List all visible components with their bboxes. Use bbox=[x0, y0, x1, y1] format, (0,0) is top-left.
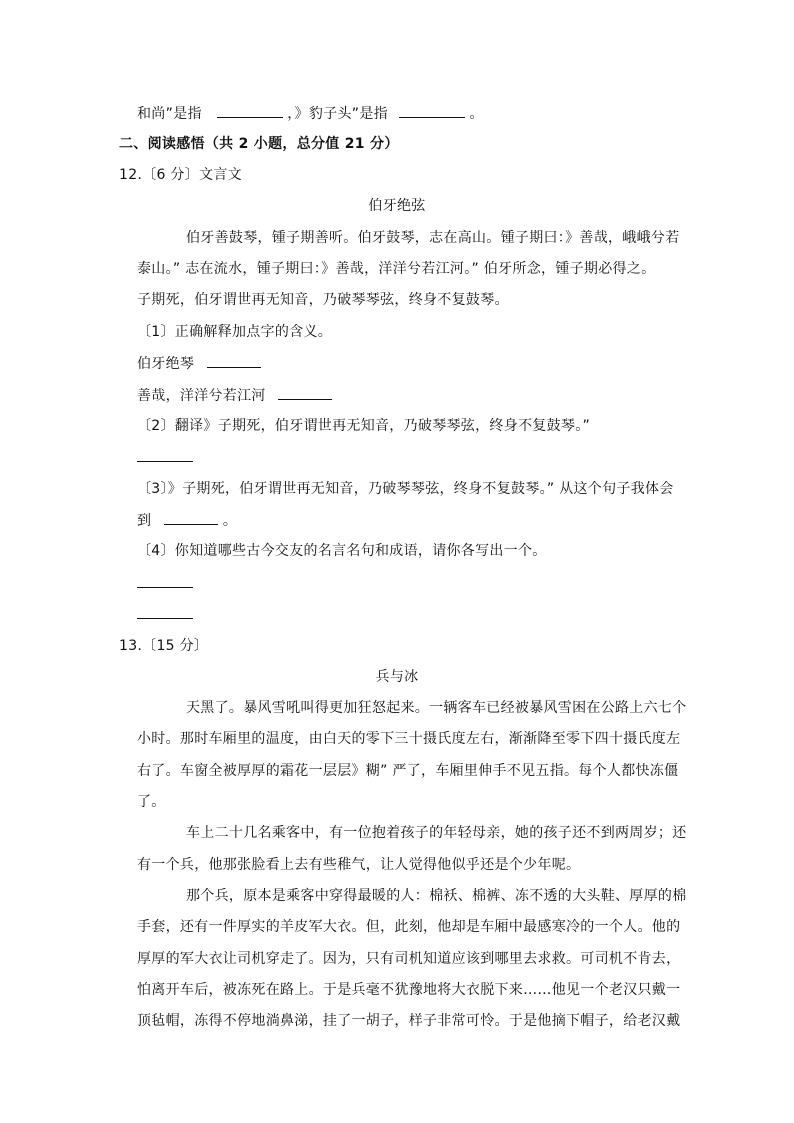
answer-blank[interactable] bbox=[399, 103, 465, 118]
answer-line[interactable] bbox=[137, 447, 193, 468]
passage-title: 兵与冰 bbox=[375, 669, 419, 685]
answer-blank[interactable] bbox=[164, 510, 218, 525]
passage-title: 伯牙绝弦 bbox=[368, 198, 426, 214]
passage-line: 厚厚的军大衣让司机穿走了。因为，只有司机知道应该到哪里去求救。可司机不肯去， bbox=[137, 951, 681, 967]
passage-line: 手套，还有一件厚实的羊皮军大衣。但，此刻，他却是车厢中最感寒冷的一个人。他的 bbox=[137, 919, 681, 935]
passage-line: 伯牙善鼓琴，锺子期善听。伯牙鼓琴，志在高山。锺子期曰：》善哉，峨峨兮若 bbox=[186, 230, 680, 246]
fill-line bbox=[137, 510, 237, 531]
text-segment: 和尚”是指 bbox=[137, 106, 202, 122]
passage-line: 泰山。” 志在流水，锺子期曰：》善哉，洋洋兮若江河。” 伯牙所念，锺子期必得之。 bbox=[137, 261, 656, 277]
passage-line: 小时。那时车厢里的温度，由白天的零下三十摄氏度左右，渐渐降至零下四十摄氏度左 bbox=[137, 731, 681, 747]
question-number: 12.〔6 分〕文言文 bbox=[119, 167, 242, 183]
passage-line: 怕离开车后，被冻死在路上。于是兵毫不犹豫地将大衣脱下来……他见一个老汉只戴一 bbox=[137, 982, 681, 998]
passage-line: 顶毡帽，冻得不停地淌鼻涕，挂了一胡子，样子非常可怜。于是他摘下帽子，给老汉戴 bbox=[137, 1013, 681, 1029]
answer-blank[interactable] bbox=[137, 604, 193, 619]
passage-line: 车上二十几名乘客中，有一位抱着孩子的年轻母亲，她的孩子还不到两周岁；还 bbox=[186, 825, 687, 841]
text-segment: ，》豹子头”是指 bbox=[287, 106, 388, 122]
sub-question: 〔2〕翻译》子期死，伯牙谓世再无知音，乃破琴琴弦，终身不复鼓琴。” bbox=[137, 418, 591, 434]
fill-line bbox=[137, 385, 332, 406]
sub-question: 〔3〕》子期死，伯牙谓世再无知音，乃破琴琴弦，终身不复鼓琴。” 从这个句子我体会 bbox=[137, 481, 674, 497]
text-segment: 到 bbox=[137, 513, 152, 529]
answer-blank[interactable] bbox=[207, 353, 261, 368]
sub-question: 〔4〕你知道哪些古今交友的名言名句和成语，请你各写出一个。 bbox=[137, 543, 547, 559]
passage-line: 天黑了。暴风雪吼叫得更加狂怒起来。一辆客车已经被暴风雪困在公路上六七个 bbox=[186, 700, 687, 716]
question-number: 13.〔15 分〕 bbox=[119, 638, 209, 654]
section-heading: 二、阅读感悟（共 2 小题，总分值 21 分） bbox=[119, 136, 399, 152]
answer-line[interactable] bbox=[137, 573, 193, 594]
answer-line[interactable] bbox=[137, 604, 193, 625]
answer-blank[interactable] bbox=[137, 447, 193, 462]
answer-blank[interactable] bbox=[217, 103, 283, 118]
passage-line: 右了。车窗全被厚厚的霜花一层层》糊” 严了，车厢里伸手不见五指。每个人都快冻僵 bbox=[137, 763, 679, 779]
answer-blank[interactable] bbox=[137, 573, 193, 588]
fill-line bbox=[137, 353, 261, 374]
fill-line-nicknames bbox=[137, 103, 484, 124]
text-segment: 伯牙绝琴 bbox=[137, 356, 195, 372]
answer-blank[interactable] bbox=[278, 385, 332, 400]
passage-line: 那个兵，原本是乘客中穿得最暖的人：棉袄、棉裤、冻不透的大头鞋、厚厚的棉 bbox=[186, 888, 687, 904]
passage-line: 了。 bbox=[137, 794, 166, 810]
sub-question: 〔1〕正确解释加点字的含义。 bbox=[137, 324, 333, 340]
passage-line: 有一个兵，他那张脸看上去有些稚气，让人觉得他似乎还是个少年呢。 bbox=[137, 857, 581, 873]
text-segment: 。 bbox=[222, 513, 238, 529]
passage-line: 子期死，伯牙谓世再无知音，乃破琴琴弦，终身不复鼓琴。 bbox=[137, 292, 509, 308]
text-segment: 。 bbox=[469, 106, 484, 122]
text-segment: 善哉，洋洋兮若江河 bbox=[137, 388, 266, 404]
